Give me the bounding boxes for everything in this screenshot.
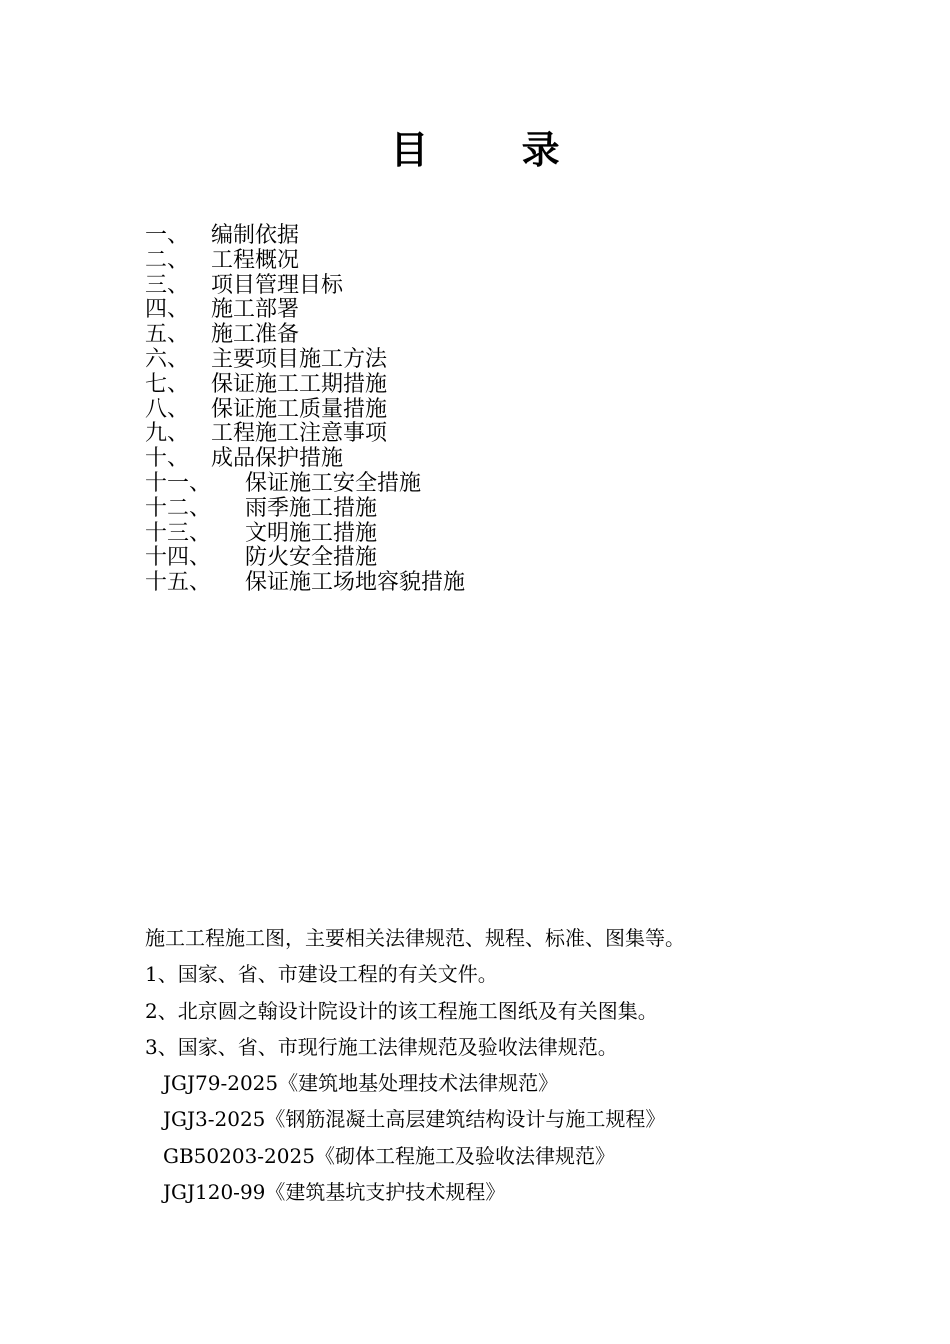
toc-item <box>145 421 465 446</box>
toc-number: 十五、 <box>145 570 212 596</box>
toc-label: 项目管理目标 <box>211 272 344 298</box>
toc-label: 保证施工安全措施 <box>245 470 422 496</box>
toc-label: 雨季施工措施 <box>245 495 378 521</box>
standard-item: GB50203-2025《砌体工程施工及验收法律规范》 <box>163 1143 615 1168</box>
standard-item: JGJ79-2025《建筑地基处理技术法律规范》 <box>163 1071 559 1096</box>
basis-item-3: 3、国家、省、市现行施工法律规范及验收法律规范。 <box>145 1034 618 1059</box>
toc-label: 工程施工注意事项 <box>211 421 388 447</box>
page-title: 目 录 <box>390 127 600 172</box>
standard-item: JGJ120-99《建筑基坑支护技术规程》 <box>163 1180 506 1205</box>
toc-label: 施工部署 <box>211 297 300 323</box>
toc-item <box>145 223 465 248</box>
toc-number: 五、 <box>145 322 190 348</box>
toc-label: 保证施工工期措施 <box>211 371 388 397</box>
standard-item: JGJ3-2025《钢筋混凝土高层建筑结构设计与施工规程》 <box>163 1107 666 1132</box>
toc-item <box>145 273 465 298</box>
toc-number: 十一、 <box>145 470 212 496</box>
toc-number: 十四、 <box>145 545 212 571</box>
toc-label: 施工准备 <box>211 322 300 348</box>
toc-number: 十、 <box>145 446 190 472</box>
toc-item <box>145 322 465 347</box>
intro-paragraph: 施工工程施工图，主要相关法律规范、规程、标准、图集等。 <box>145 926 685 950</box>
toc-label: 编制依据 <box>211 223 300 248</box>
toc-item <box>145 446 465 471</box>
basis-item-2: 2、北京圆之翰设计院设计的该工程施工图纸及有关图集。 <box>145 998 658 1023</box>
toc-label: 成品保护措施 <box>211 446 344 472</box>
toc-number: 一、 <box>145 223 190 248</box>
toc-label: 保证施工质量措施 <box>211 396 388 422</box>
toc-number: 四、 <box>145 297 190 323</box>
toc-item <box>145 248 465 273</box>
toc-label: 保证施工场地容貌措施 <box>245 570 466 596</box>
toc-item <box>145 545 465 570</box>
toc-item <box>145 521 465 546</box>
toc-number: 二、 <box>145 247 190 273</box>
compilation-basis-section <box>145 926 905 1216</box>
toc-item <box>145 347 465 372</box>
toc-item <box>145 397 465 422</box>
toc-number: 十三、 <box>145 520 212 546</box>
toc-item <box>145 372 465 397</box>
toc-label: 文明施工措施 <box>245 520 378 546</box>
toc-number: 八、 <box>145 396 190 422</box>
toc-number: 三、 <box>145 272 190 298</box>
toc-number: 十二、 <box>145 495 212 521</box>
toc-label: 主要项目施工方法 <box>211 346 388 372</box>
toc-label: 防火安全措施 <box>245 545 378 571</box>
toc-item <box>145 496 465 521</box>
toc-item <box>145 570 465 595</box>
basis-item-1: 1、国家、省、市建设工程的有关文件。 <box>145 962 498 987</box>
toc-number: 九、 <box>145 421 190 447</box>
toc-number: 六、 <box>145 346 190 372</box>
toc-item <box>145 471 465 496</box>
toc-number: 七、 <box>145 371 190 397</box>
toc-label: 工程概况 <box>211 247 300 273</box>
table-of-contents <box>145 223 465 595</box>
toc-item <box>145 297 465 322</box>
